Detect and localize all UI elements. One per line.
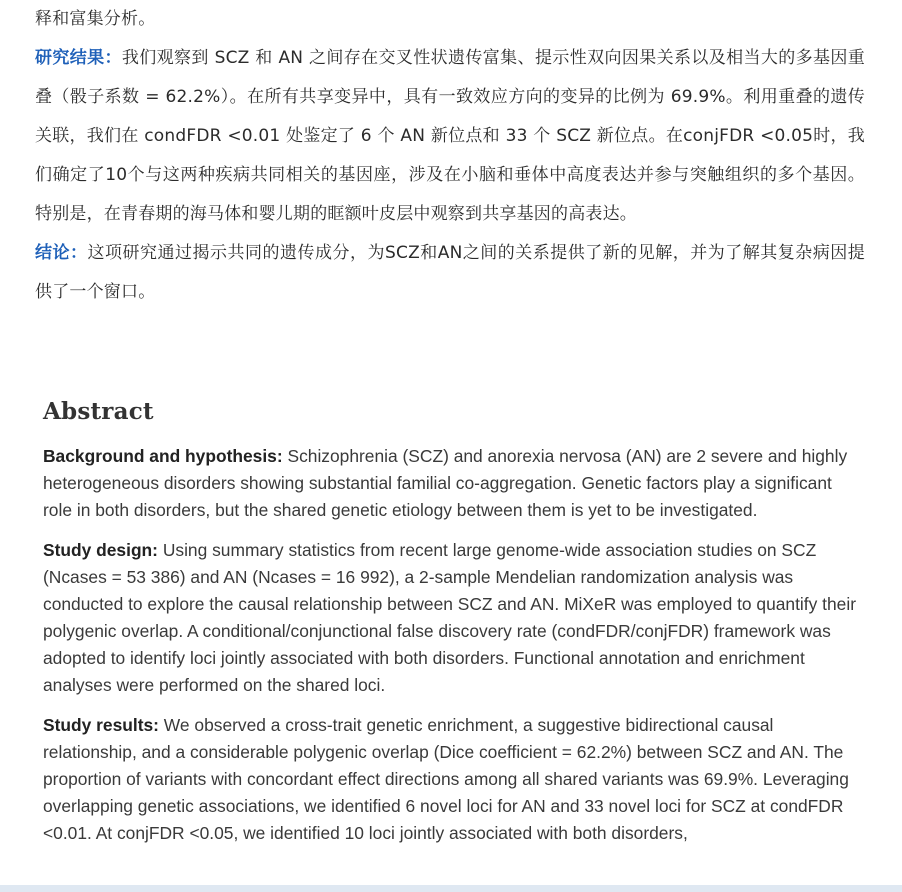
results-text: We observed a cross-trait genetic enrichment, a suggestive bidirectional causal relationship, and a considerable polygenic overlap (Dice coefficient = 62.2%) between SCZ and AN. The proportion of variants with concordant effect directions among all shared variants was 69.9%. Leveraging overlapping genetic associations, we identified 6 novel loci for AN and 33 novel loci for SCZ at condFDR <0.01. At conjFDR <0.05, we identified 10 loci jointly associated with both disorders, — [43, 715, 849, 843]
chinese-results-text: 我们观察到 SCZ 和 AN 之间存在交叉性状遗传富集、提示性双向因果关系以及相当大的多基因重叠（骰子系数 = 62.2%）。在所有共享变异中，具有一致效应方向的变异的比例为 69.9%。利用重叠的遗传关联，我们在 condFDR <0.01 处鉴定了 6 个 AN 新位点和 33 个 SCZ 新位点。在conjFDR <0.05时，我们确定了10个与这两种疾病共同相关的基因座，涉及在小脑和垂体中高度表达并参与突触组织的多个基因。特别是，在青春期的海马体和婴儿期的眶额叶皮层中观察到共享基因的高表达。 — [35, 48, 865, 224]
abstract-section — [43, 398, 863, 860]
background-text: Schizophrenia (SCZ) and anorexia nervosa (AN) are 2 severe and highly heterogeneous disorders showing substantial familial co-aggregation. Genetic factors play a significant role in both disorders, but the shared genetic etiology between them is yet to be investigated. — [43, 446, 848, 520]
chinese-results-label: 研究结果： — [35, 48, 122, 68]
design-text: Using summary statistics from recent large genome-wide association studies on SCZ (Ncases = 53 386) and AN (Ncases = 16 992), a 2-sample Mendelian randomization analysis was conducted to explore the causal relationship between SCZ and AN. MiXeR was employed to quantify their polygenic overlap. A conditional/conjunctional false discovery rate (condFDR/conjFDR) framework was adopted to identify loci jointly associated with both disorders. Functional annotation and enrichment analyses were performed on the shared loci. — [43, 540, 856, 695]
abstract-heading: Abstract — [43, 398, 154, 425]
chinese-results-paragraph — [35, 39, 865, 234]
design-paragraph — [43, 537, 863, 699]
design-label: Study design: — [43, 540, 158, 560]
background-label: Background and hypothesis: — [43, 446, 283, 466]
chinese-conclusion-label: 结论： — [35, 243, 88, 263]
bottom-scroll-bar — [0, 885, 902, 892]
background-paragraph — [43, 443, 863, 524]
chinese-conclusion-paragraph — [35, 234, 865, 312]
chinese-top-line: 释和富集分析。 — [35, 9, 156, 29]
results-paragraph — [43, 712, 863, 847]
chinese-conclusion-text: 这项研究通过揭示共同的遗传成分，为SCZ和AN之间的关系提供了新的见解，并为了解其复杂病因提供了一个窗口。 — [35, 243, 865, 302]
results-label: Study results: — [43, 715, 159, 735]
chinese-summary — [35, 0, 865, 312]
